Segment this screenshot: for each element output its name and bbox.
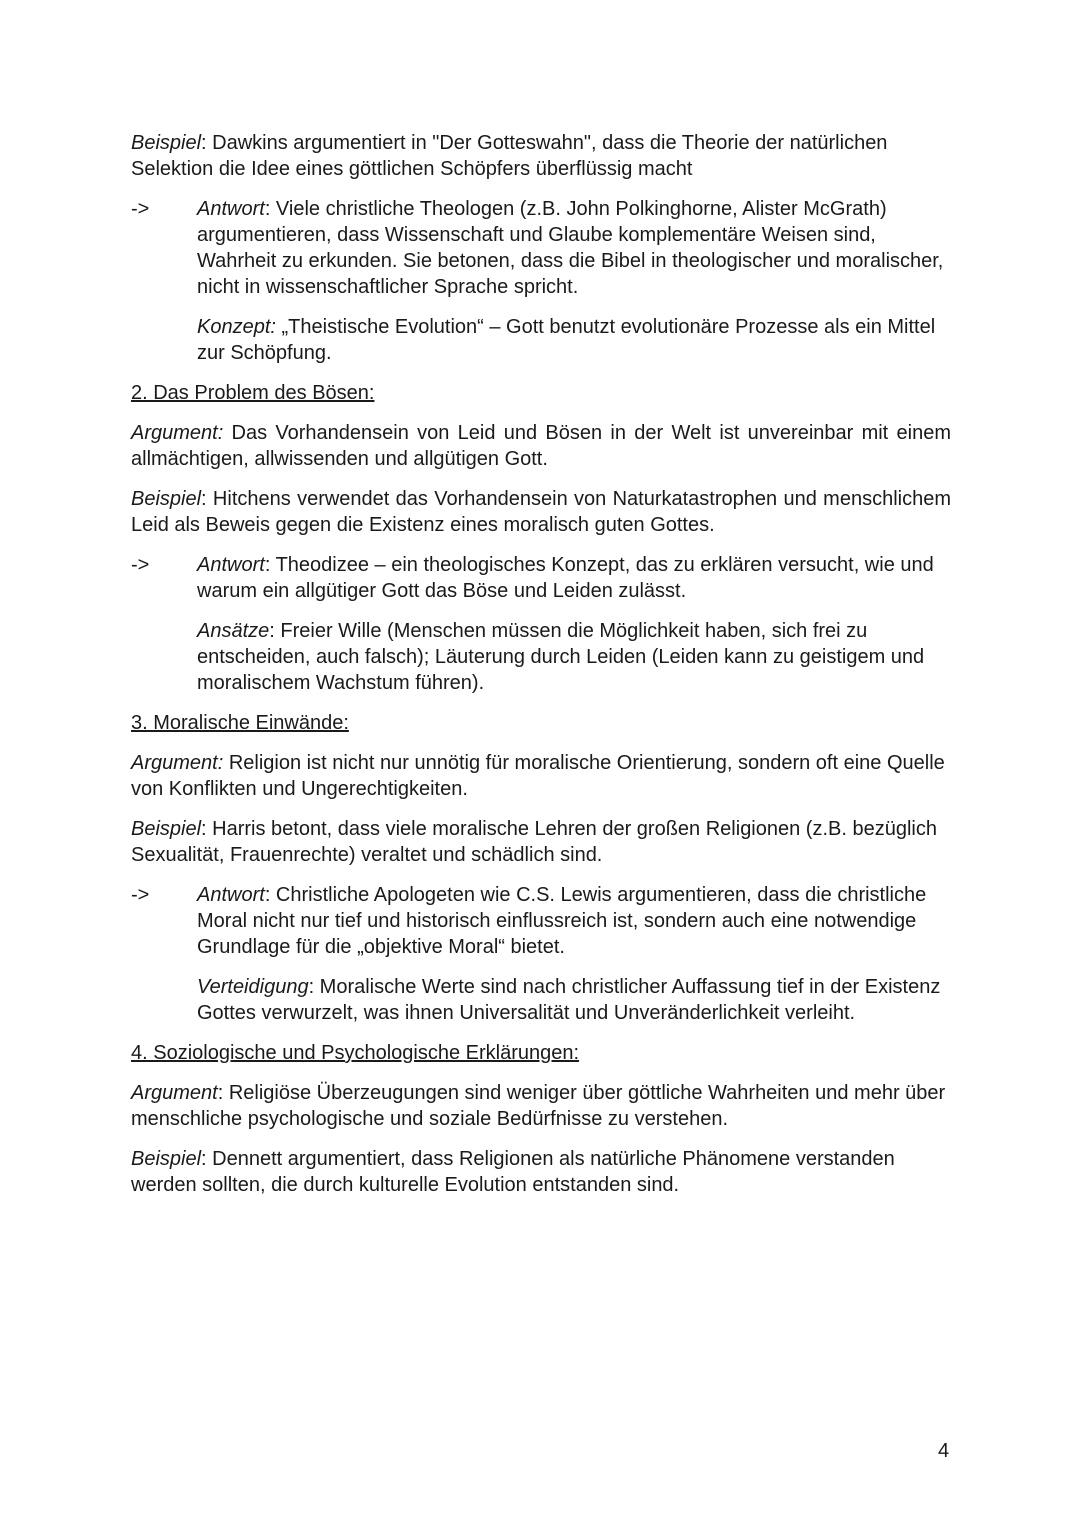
section2-approaches-text: : Freier Wille (Menschen müssen die Möglichkeit haben, sich frei zu entscheiden, auch falsch); Läuterung durch Leiden (Leiden kann zu geistigem und moralischem Wachstum führen). <box>197 620 925 694</box>
intro-answer-block <box>131 196 951 300</box>
intro-concept-label: Konzept: <box>197 316 276 338</box>
section2-answer-label: Antwort <box>197 554 265 576</box>
section3-answer-text: : Christliche Apologeten wie C.S. Lewis argumentieren, dass die christliche Moral nicht nur tief und historisch einflussreich ist, sondern auch eine notwendige Grundlage für die „objektive Moral“ bietet. <box>197 884 927 958</box>
section2-example-paragraph <box>131 486 951 538</box>
intro-answer-text: : Viele christliche Theologen (z.B. John Polkinghorne, Alister McGrath) argumentieren, dass Wissenschaft und Glaube komplementäre Weisen sind, Wahrheit zu erkunden. Sie betonen, dass die Bibel in theologischer und moralischer, nicht in wissenschaftlicher Sprache spricht. <box>197 198 944 298</box>
section3-defense-paragraph <box>131 974 951 1026</box>
section3-answer-block <box>131 882 951 960</box>
intro-example-paragraph <box>131 130 951 182</box>
section4-argument-label: Argument <box>131 1082 218 1104</box>
section4-heading: 4. Soziologische und Psychologische Erklärungen: <box>131 1042 580 1064</box>
intro-arrow: -> <box>131 198 150 220</box>
section2-approaches-paragraph <box>131 618 951 696</box>
section2-heading: 2. Das Problem des Bösen: <box>131 382 375 404</box>
section2-answer-text: : Theodizee – ein theologisches Konzept, das zu erklären versucht, wie und warum ein allgütiger Gott das Böse und Leiden zulässt. <box>197 554 934 602</box>
section3-answer-label: Antwort <box>197 884 265 906</box>
section3-defense-text: : Moralische Werte sind nach christlicher Auffassung tief in der Existenz Gottes verwurzelt, was ihnen Universalität und Unveränderlichkeit verleiht. <box>197 976 941 1024</box>
intro-concept-text: „Theistische Evolution“ – Gott benutzt evolutionäre Prozesse als ein Mittel zur Schöpfung. <box>197 316 936 364</box>
section3-argument-text: Religion ist nicht nur unnötig für moralische Orientierung, sondern oft eine Quelle von Konflikten und Ungerechtigkeiten. <box>131 752 945 800</box>
section4-example-label: Beispiel <box>131 1148 202 1170</box>
section2-example-label: Beispiel <box>131 488 202 510</box>
section3-argument-paragraph <box>131 750 951 802</box>
section4-argument-paragraph <box>131 1080 951 1132</box>
page-number: 4 <box>938 1440 950 1462</box>
intro-example-text: : Dawkins argumentiert in "Der Gotteswahn", dass die Theorie der natürlichen Selektion die Idee eines göttlichen Schöpfers überflüssig macht <box>131 132 888 180</box>
section3-example-label: Beispiel <box>131 818 202 840</box>
intro-concept-paragraph <box>131 314 951 366</box>
section2-argument-label: Argument: <box>131 422 224 444</box>
section2-example-text: : Hitchens verwendet das Vorhandensein von Naturkatastrophen und menschlichem Leid als Beweis gegen die Existenz eines moralisch guten Gottes. <box>131 488 951 536</box>
section3-heading: 3. Moralische Einwände: <box>131 712 349 734</box>
section3-defense-label: Verteidigung <box>197 976 309 998</box>
section2-argument-text: Das Vorhandensein von Leid und Bösen in der Welt ist unvereinbar mit einem allmächtigen, allwissenden und allgütigen Gott. <box>131 422 951 470</box>
section4-example-text: : Dennett argumentiert, dass Religionen als natürliche Phänomene verstanden werden sollten, die durch kulturelle Evolution entstanden sind. <box>131 1148 895 1196</box>
section2-arrow: -> <box>131 554 150 576</box>
section3-argument-label: Argument: <box>131 752 224 774</box>
section3-example-text: : Harris betont, dass viele moralische Lehren der großen Religionen (z.B. bezüglich Sexualität, Frauenrechte) veraltet und schädlich sind. <box>131 818 937 866</box>
section2-answer-block <box>131 552 951 604</box>
section2-approaches-label: Ansätze <box>197 620 270 642</box>
section3-arrow: -> <box>131 884 150 906</box>
page-content <box>131 130 951 1212</box>
intro-answer-label: Antwort <box>197 198 265 220</box>
section4-argument-text: : Religiöse Überzeugungen sind weniger über göttliche Wahrheiten und mehr über menschliche psychologische und soziale Bedürfnisse zu verstehen. <box>131 1082 946 1130</box>
section2-argument-paragraph <box>131 420 951 472</box>
section3-example-paragraph <box>131 816 951 868</box>
section4-example-paragraph <box>131 1146 951 1198</box>
intro-example-label: Beispiel <box>131 132 202 154</box>
